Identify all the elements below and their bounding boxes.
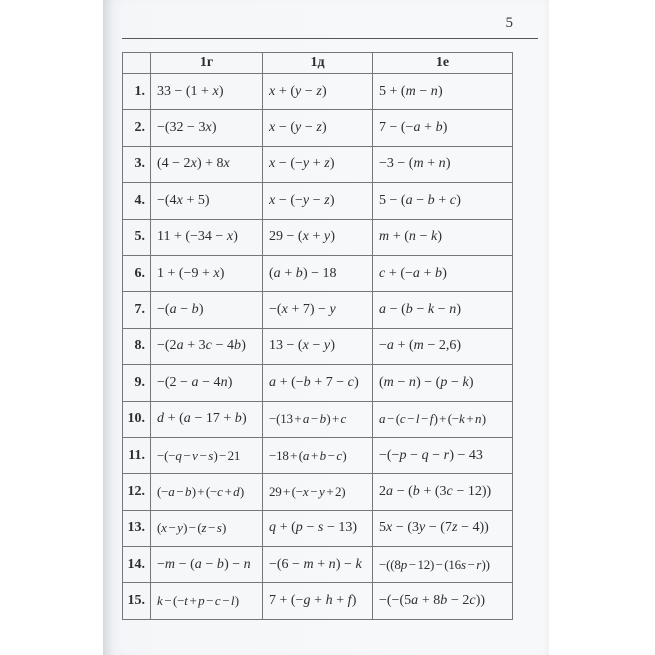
expression-cell: −(4x + 5): [151, 183, 263, 219]
table-row: [123, 437, 513, 473]
table-body: [123, 74, 513, 620]
row-number: 3.: [123, 146, 151, 182]
expression-cell: m + (n − k): [373, 219, 513, 255]
expression-cell: −((8p − 12) − (16s − r)): [373, 547, 513, 583]
expression-cell: 29 − (x + y): [263, 219, 373, 255]
expression-cell: 5 + (m − n): [373, 74, 513, 110]
expression-cell: 11 + (−34 − x): [151, 219, 263, 255]
table-row: [123, 510, 513, 546]
expression-cell: −(2 − a − 4n): [151, 365, 263, 401]
expression-cell: k − (−t + p − c − l): [151, 583, 263, 619]
table-row: [123, 401, 513, 437]
expression-cell: 7 − (−a + b): [373, 110, 513, 146]
expression-cell: 13 − (x − y): [263, 328, 373, 364]
expression-cell: x + (y − z): [263, 74, 373, 110]
expression-cell: 5 − (a − b + c): [373, 183, 513, 219]
table-row: [123, 255, 513, 291]
row-number: 12.: [123, 474, 151, 510]
table-row: [123, 110, 513, 146]
row-number: 11.: [123, 437, 151, 473]
expression-cell: 5x − (3y − (7z − 4)): [373, 510, 513, 546]
column-header-3: 1е: [373, 53, 513, 74]
expression-cell: −(−(5a + 8b − 2c)): [373, 583, 513, 619]
expression-cell: (a + b) − 18: [263, 255, 373, 291]
row-number: 1.: [123, 74, 151, 110]
row-number: 13.: [123, 510, 151, 546]
table-header: [123, 53, 513, 74]
expression-cell: a + (−b + 7 − c): [263, 365, 373, 401]
expression-cell: (m − n) − (p − k): [373, 365, 513, 401]
expression-cell: 29 + (−x − y + 2): [263, 474, 373, 510]
expression-cell: 1 + (−9 + x): [151, 255, 263, 291]
expression-cell: a − (c − l − f) + (−k + n): [373, 401, 513, 437]
expression-cell: (x − y) − (z − s): [151, 510, 263, 546]
header-row: [123, 53, 513, 74]
expression-cell: −(−p − q − r) − 43: [373, 437, 513, 473]
table-row: [123, 328, 513, 364]
expression-cell: −(13 + a − b) + c: [263, 401, 373, 437]
expression-cell: −a + (m − 2,6): [373, 328, 513, 364]
expression-cell: −18 + (a + b − c): [263, 437, 373, 473]
table-row: [123, 365, 513, 401]
table-row: [123, 547, 513, 583]
expression-cell: −(a − b): [151, 292, 263, 328]
expression-cell: (4 − 2x) + 8x: [151, 146, 263, 182]
table-row: [123, 146, 513, 182]
book-page: [103, 0, 549, 655]
expression-cell: x − (−y − z): [263, 183, 373, 219]
row-number: 14.: [123, 547, 151, 583]
table-row: [123, 583, 513, 619]
row-number: 5.: [123, 219, 151, 255]
expression-cell: (−a − b) + (−c + d): [151, 474, 263, 510]
page-number: 5: [505, 15, 513, 31]
column-header-1: 1г: [151, 53, 263, 74]
table-row: [123, 474, 513, 510]
row-number: 7.: [123, 292, 151, 328]
row-number: 4.: [123, 183, 151, 219]
expression-cell: 7 + (−g + h + f): [263, 583, 373, 619]
expression-cell: −3 − (m + n): [373, 146, 513, 182]
expression-cell: d + (a − 17 + b): [151, 401, 263, 437]
expression-cell: c + (−a + b): [373, 255, 513, 291]
table-row: [123, 292, 513, 328]
expression-cell: x − (y − z): [263, 110, 373, 146]
expression-cell: 2a − (b + (3c − 12)): [373, 474, 513, 510]
header-rule: [122, 38, 538, 39]
row-number: 8.: [123, 328, 151, 364]
row-number: 2.: [123, 110, 151, 146]
expression-cell: −(2a + 3c − 4b): [151, 328, 263, 364]
expression-cell: −m − (a − b) − n: [151, 547, 263, 583]
row-number: 6.: [123, 255, 151, 291]
table-row: [123, 183, 513, 219]
expression-cell: −(6 − m + n) − k: [263, 547, 373, 583]
expression-cell: x − (−y + z): [263, 146, 373, 182]
expression-cell: −(32 − 3x): [151, 110, 263, 146]
expression-cell: −(x + 7) − y: [263, 292, 373, 328]
row-number: 9.: [123, 365, 151, 401]
corner-cell: [123, 53, 151, 74]
expression-cell: 33 − (1 + x): [151, 74, 263, 110]
row-number: 10.: [123, 401, 151, 437]
expression-cell: −(−q − v − s) − 21: [151, 437, 263, 473]
table-row: [123, 219, 513, 255]
expression-cell: q + (p − s − 13): [263, 510, 373, 546]
row-number: 15.: [123, 583, 151, 619]
table-row: [123, 74, 513, 110]
expression-cell: a − (b − k − n): [373, 292, 513, 328]
worksheet-table: [122, 52, 513, 620]
column-header-2: 1д: [263, 53, 373, 74]
